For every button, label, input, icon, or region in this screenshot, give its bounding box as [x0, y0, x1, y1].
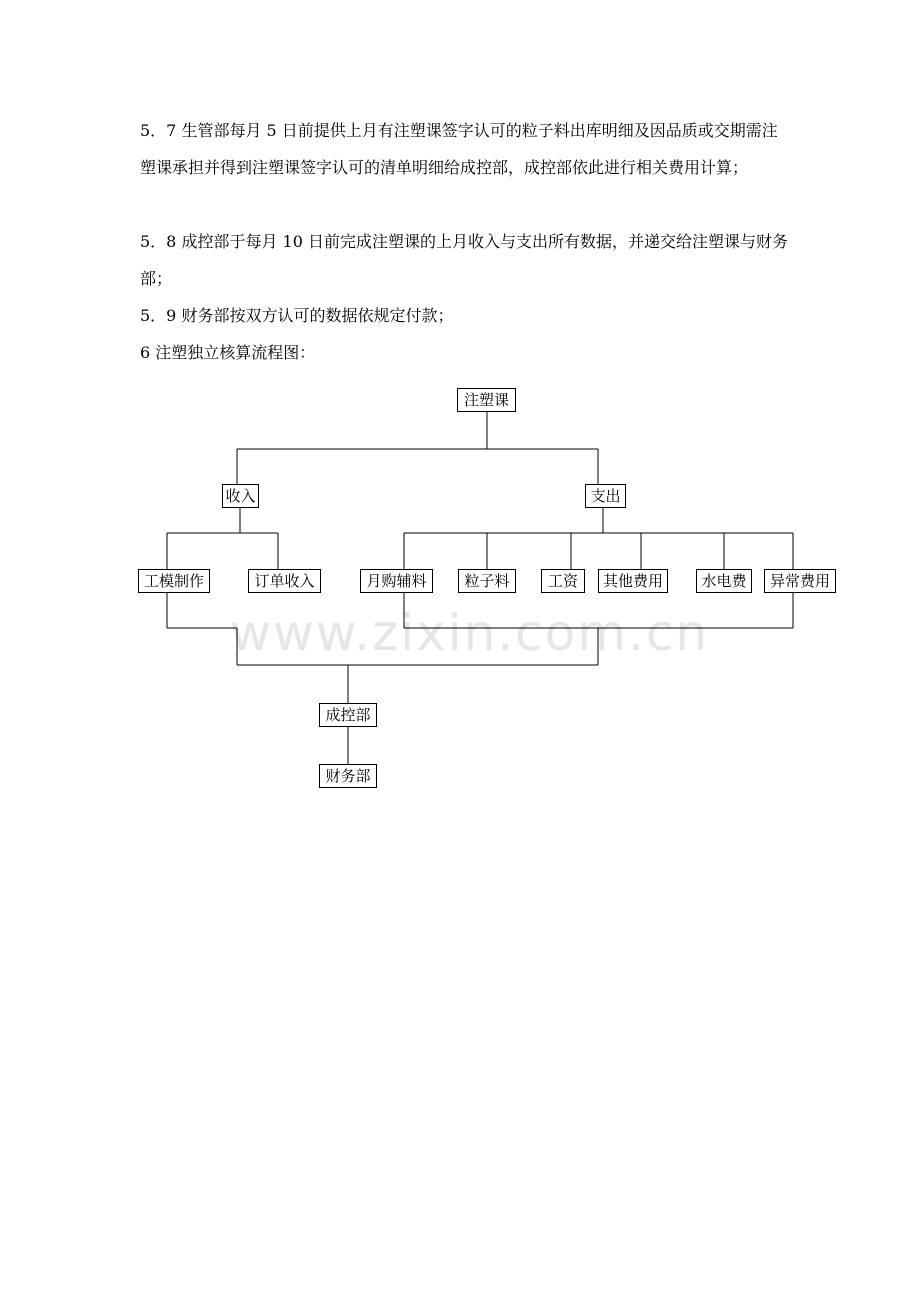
paragraph-5-7: 5．7 生管部每月 5 日前提供上月有注塑课签字认可的粒子料出库明细及因品质或交期需注塑课承担并得到注塑课签字认可的清单明细给成控部，成控部依此进行相关费用计算；	[140, 121, 778, 177]
watermark: www.zixin.com.cn	[230, 604, 710, 662]
paragraph-5-9: 5．9 财务部按双方认可的数据依规定付款；	[140, 306, 454, 325]
node-expense-utilities: 水电费	[696, 569, 752, 593]
node-income-mold-making: 工模制作	[138, 569, 210, 593]
node-expense-pellets: 粒子料	[458, 569, 516, 593]
node-expense-abnormal: 异常费用	[764, 569, 836, 593]
node-injection-dept: 注塑课	[457, 388, 516, 412]
node-expense-other: 其他费用	[598, 569, 668, 593]
node-income-order: 订单收入	[248, 569, 321, 593]
node-expense-auxiliary: 月购辅料	[360, 569, 433, 593]
node-expense-wages: 工资	[541, 569, 585, 593]
node-expense: 支出	[585, 484, 626, 508]
node-income: 收入	[222, 484, 259, 508]
node-finance: 财务部	[319, 764, 377, 788]
flowchart-heading: 6 注塑独立核算流程图：	[140, 343, 316, 362]
node-cost-control: 成控部	[319, 703, 377, 727]
paragraph-5-8: 5．8 成控部于每月 10 日前完成注塑课的上月收入与支出所有数据，并递交给注塑课与财务部；	[140, 232, 788, 288]
